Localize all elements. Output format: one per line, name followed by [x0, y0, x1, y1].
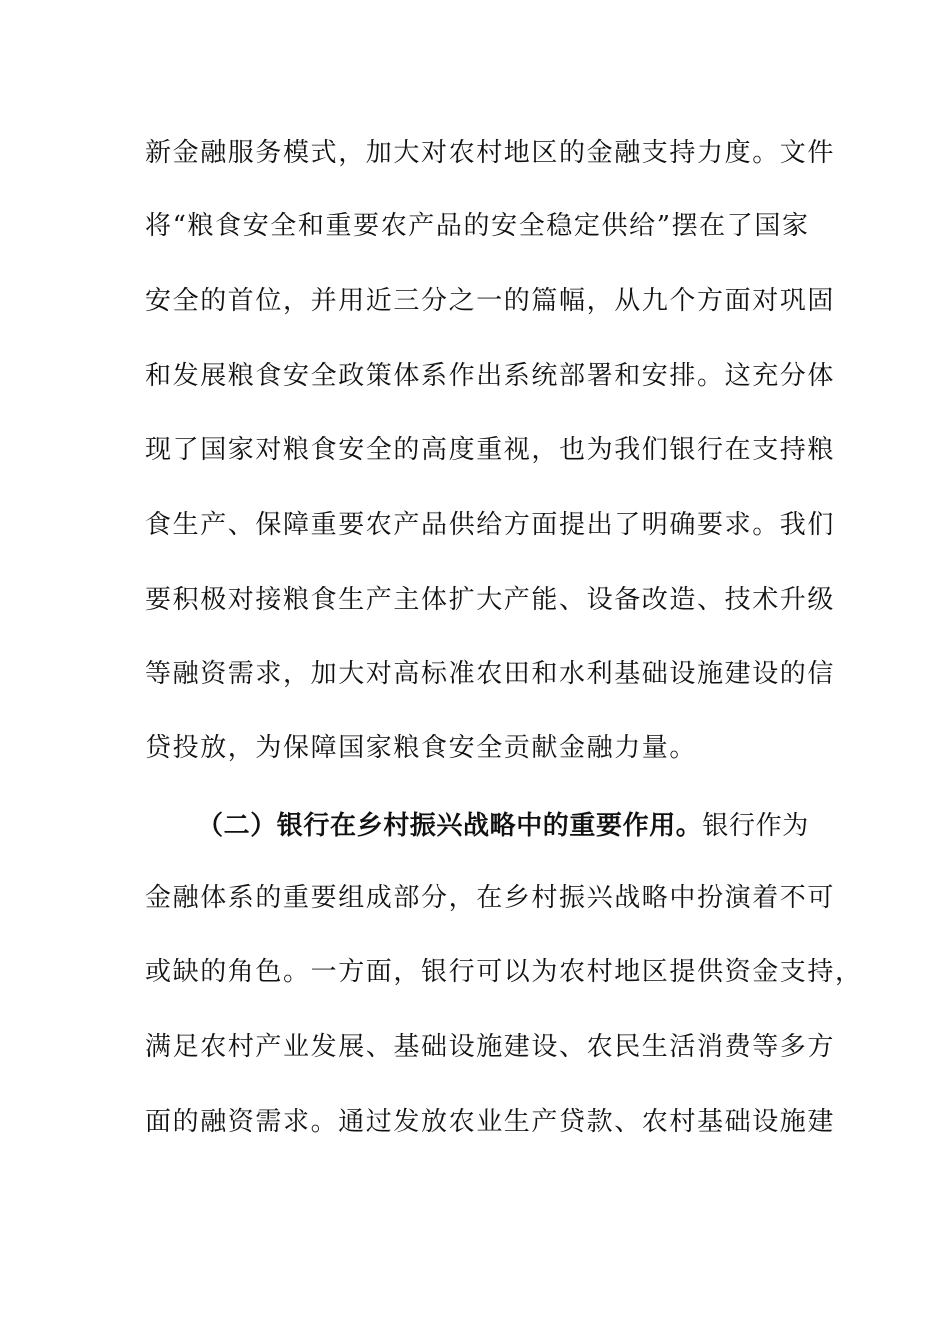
paragraph-1-line: 安全的首位，并用近三分之一的篇幅，从九个方面对巩固 [145, 286, 836, 316]
paragraph-1-line: 要积极对接粮食生产主体扩大产能、设备改造、技术升级 [145, 585, 836, 615]
paragraph-2-line: 金融体系的重要组成部分，在乡村振兴战略中扮演着不可 [145, 883, 836, 913]
paragraph-1-line: 等融资需求，加大对高标准农田和水利基础设施建设的信 [145, 659, 836, 689]
paragraph-1-line: 现了国家对粮食安全的高度重视，也为我们银行在支持粮 [145, 435, 836, 465]
paragraph-2-first-line [197, 806, 807, 846]
paragraph-2-first-line-text: 银行作为 [702, 811, 809, 841]
paragraph-1-line: 新金融服务模式，加大对农村地区的金融支持力度。文件 [145, 138, 836, 168]
paragraph-2-line: 面的融资需求。通过发放农业生产贷款、农村基础设施建 [145, 1107, 836, 1137]
paragraph-1-line: 将“粮食安全和重要农产品的安全稳定供给”摆在了国家 [145, 211, 810, 241]
paragraph-2-line: 或缺的角色。一方面，银行可以为农村地区提供资金支持， [145, 957, 863, 987]
paragraph-1-line: 食生产、保障重要农产品供给方面提出了明确要求。我们 [145, 510, 836, 540]
paragraph-1-line: 贷投放，为保障国家粮食安全贡献金融力量。 [145, 733, 698, 763]
paragraph-1-line: 和发展粮食安全政策体系作出系统部署和安排。这充分体 [145, 361, 836, 391]
paragraph-2-line: 满足农村产业发展、基础设施建设、农民生活消费等多方 [145, 1032, 836, 1062]
section-heading: （二）银行在乡村振兴战略中的重要作用。 [197, 811, 703, 841]
